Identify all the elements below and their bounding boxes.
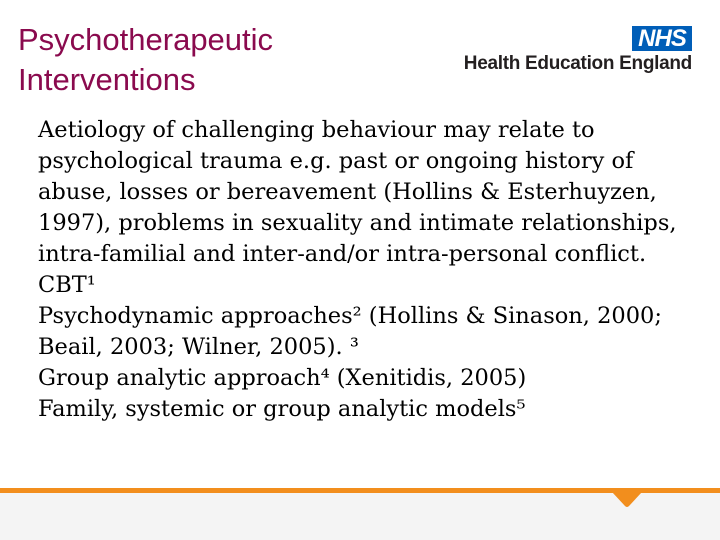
title-line-2: Interventions (18, 62, 196, 97)
list-item-family-systemic: Family, systemic or group analytic models⁵ (38, 396, 526, 422)
body-paragraph: Aetiology of challenging behaviour may relate to psychological trauma e.g. past or ongoing history of abuse, losses or bereavement (Hollins & Esterhuyzen, 1997), problems in sexuality and intimate relationships, intra-familial and inter-and/or intra-personal conflict. (38, 117, 677, 267)
nhs-hee-logo (442, 26, 692, 76)
list-item-psychodynamic: Psychodynamic approaches² (Hollins & Sinason, 2000; Beail, 2003; Wilner, 2005). ³ (38, 303, 662, 360)
page-title (18, 20, 398, 100)
list-item-group-analytic: Group analytic approach⁴ (Xenitidis, 2005) (38, 365, 527, 391)
title-line-1: Psychotherapeutic (18, 22, 274, 57)
list-item-cbt: CBT¹ (38, 272, 96, 298)
slide-body (38, 115, 698, 425)
organization-name: Health Education England (463, 53, 692, 74)
footer-notch-icon (612, 492, 642, 508)
nhs-logo-mark: NHS (632, 26, 692, 51)
